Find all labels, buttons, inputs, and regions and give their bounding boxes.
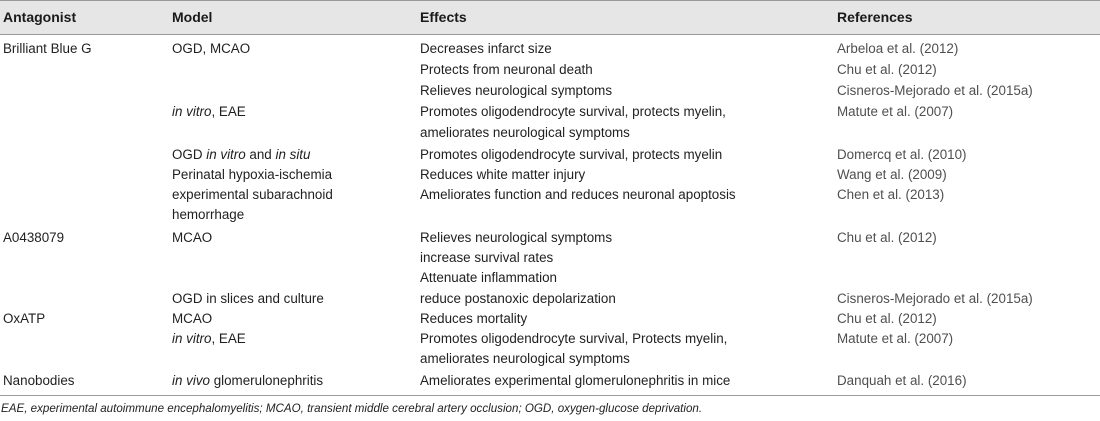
row-reference: Wang et al. (2009)	[837, 167, 947, 182]
row-effects: Protects from neuronal death	[420, 62, 593, 77]
row-reference: Chu et al. (2012)	[837, 311, 937, 326]
row-effects: Reduces white matter injury	[420, 167, 586, 182]
row-effects: Reduces mortality	[420, 311, 528, 326]
table-footnote: EAE, experimental autoimmune encephalomyelitis; MCAO, transient middle cerebral artery occlusion; OGD, oxygen-glucose deprivation.	[1, 402, 703, 415]
row-reference: Cisneros-Mejorado et al. (2015a)	[837, 83, 1033, 98]
table-header-band	[0, 0, 1100, 34]
header-references: References	[837, 9, 913, 25]
row-model: in vitro, EAE	[172, 104, 246, 119]
row-effects: Promotes oligodendrocyte survival, protects myelin,	[420, 104, 726, 119]
row-antagonist: Brilliant Blue G	[3, 41, 92, 56]
row-model: Perinatal hypoxia-ischemia	[172, 167, 333, 182]
header-effects: Effects	[420, 9, 467, 25]
row-effects: ameliorates neurological symptoms	[420, 351, 630, 366]
row-effects: Relieves neurological symptoms	[420, 83, 613, 98]
header-rule	[0, 34, 1100, 35]
row-model: OGD in slices and culture	[172, 291, 324, 306]
row-model: in vitro, EAE	[172, 331, 246, 346]
row-antagonist: Nanobodies	[3, 373, 75, 388]
row-reference: Arbeloa et al. (2012)	[837, 41, 959, 56]
row-reference: Domercq et al. (2010)	[837, 147, 967, 162]
top-rule	[0, 0, 1100, 1]
bottom-rule	[0, 395, 1100, 396]
row-effects: Promotes oligodendrocyte survival, protects myelin	[420, 147, 723, 162]
row-effects: ameliorates neurological symptoms	[420, 125, 630, 140]
row-antagonist: A0438079	[3, 230, 65, 245]
row-model: hemorrhage	[172, 207, 245, 222]
row-reference: Matute et al. (2007)	[837, 331, 954, 346]
row-model: OGD, MCAO	[172, 41, 251, 56]
row-effects: Attenuate inflammation	[420, 270, 557, 285]
row-effects: increase survival rates	[420, 250, 554, 265]
row-reference: Cisneros-Mejorado et al. (2015a)	[837, 291, 1033, 306]
row-effects: Ameliorates experimental glomerulonephritis in mice	[420, 373, 731, 388]
row-model: MCAO	[172, 311, 213, 326]
row-reference: Chen et al. (2013)	[837, 187, 945, 202]
row-effects: Decreases infarct size	[420, 41, 552, 56]
row-effects: Relieves neurological symptoms	[420, 230, 613, 245]
header-model: Model	[172, 9, 213, 25]
row-reference: Matute et al. (2007)	[837, 104, 954, 119]
row-model: in vivo glomerulonephritis	[172, 373, 324, 388]
row-model: OGD in vitro and in situ	[172, 147, 311, 162]
row-effects: reduce postanoxic depolarization	[420, 291, 616, 306]
header-antagonist: Antagonist	[3, 9, 77, 25]
row-antagonist: OxATP	[3, 311, 46, 326]
row-model: experimental subarachnoid	[172, 187, 333, 202]
row-reference: Chu et al. (2012)	[837, 62, 937, 77]
row-effects: Ameliorates function and reduces neuronal apoptosis	[420, 187, 736, 202]
row-effects: Promotes oligodendrocyte survival, Protects myelin,	[420, 331, 728, 346]
row-reference: Chu et al. (2012)	[837, 230, 937, 245]
row-model: MCAO	[172, 230, 213, 245]
row-reference: Danquah et al. (2016)	[837, 373, 967, 388]
